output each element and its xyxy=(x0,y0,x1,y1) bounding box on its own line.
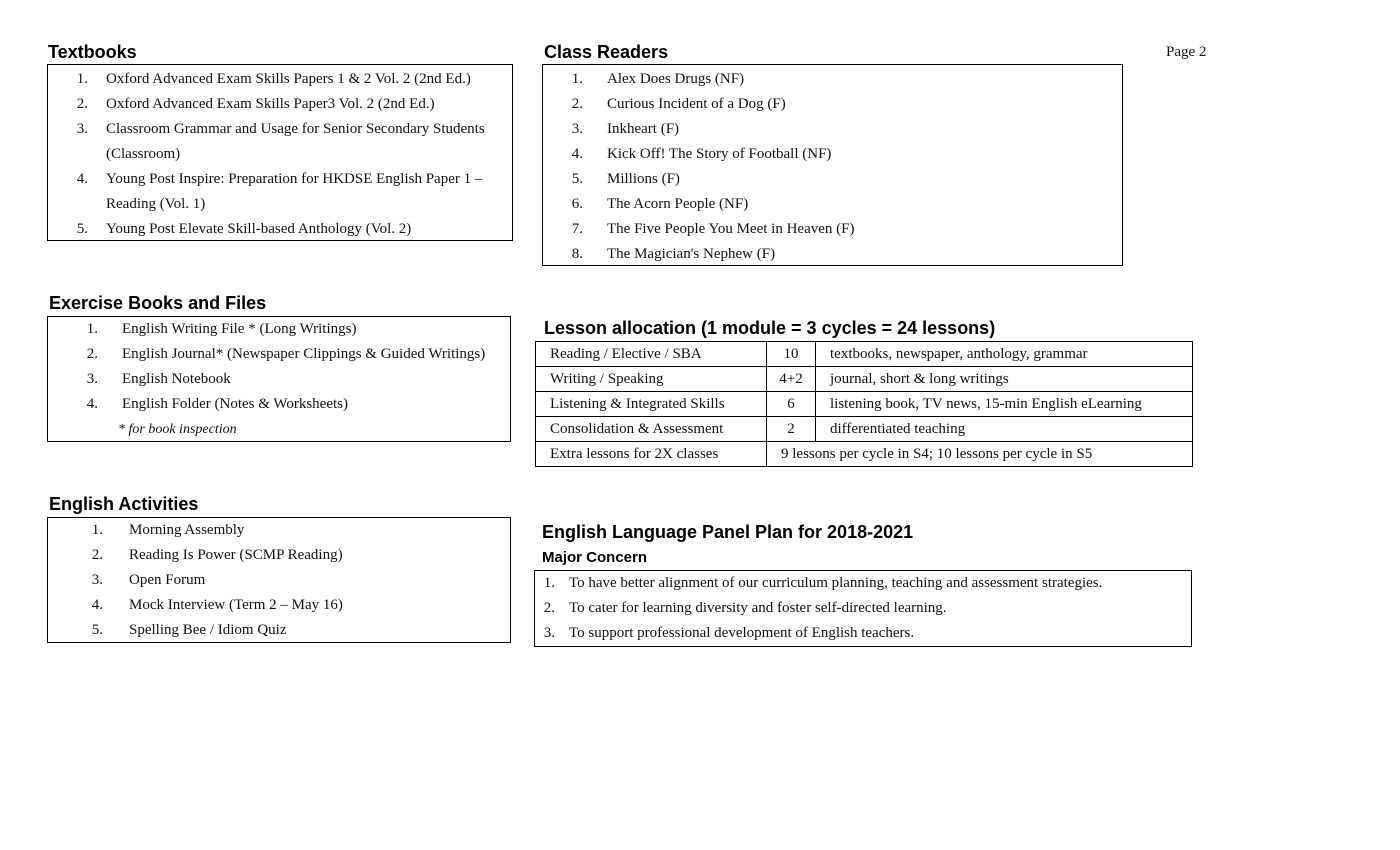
textbook-item xyxy=(68,67,502,92)
item-number: 6. xyxy=(571,196,583,212)
item-number: 3. xyxy=(571,121,583,137)
activity-item xyxy=(83,518,500,543)
textbooks-heading: Textbooks xyxy=(48,42,137,62)
item-number: 3. xyxy=(91,572,103,588)
item-number: 2. xyxy=(571,96,583,112)
item-text: Millions (F) xyxy=(607,171,680,187)
allocation-row xyxy=(536,417,1193,442)
major-concern-item xyxy=(541,596,1181,621)
exercise-book-item xyxy=(78,392,500,417)
activity-item xyxy=(83,568,500,593)
allocation-lessons: 2 xyxy=(767,417,816,442)
item-text: Curious Incident of a Dog (F) xyxy=(607,96,786,112)
item-text: Young Post Inspire: Preparation for HKDSE English Paper 1 – Reading (Vol. 1) xyxy=(106,171,483,212)
item-text: Classroom Grammar and Usage for Senior Secondary Students (Classroom) xyxy=(106,121,485,162)
allocation-row xyxy=(536,367,1193,392)
class-reader-item xyxy=(563,67,1112,92)
item-text: Kick Off! The Story of Football (NF) xyxy=(607,146,832,162)
item-text: English Writing File * (Long Writings) xyxy=(122,321,357,337)
class-reader-item xyxy=(563,92,1112,117)
item-text: Oxford Advanced Exam Skills Paper3 Vol. 2 (2nd Ed.) xyxy=(106,96,435,112)
item-number: 1. xyxy=(91,522,103,538)
page-number: Page 2 xyxy=(1166,44,1207,60)
major-concern-item xyxy=(541,621,1181,646)
item-number: 1. xyxy=(86,321,98,337)
english-activities-box xyxy=(47,517,511,643)
class-readers-box xyxy=(542,64,1123,266)
textbooks-list xyxy=(68,67,502,242)
allocation-lessons: 4+2 xyxy=(767,367,816,392)
lesson-allocation-heading: Lesson allocation (1 module = 3 cycles = 24 lessons) xyxy=(544,318,996,338)
class-readers-heading: Class Readers xyxy=(544,42,669,62)
item-text: English Folder (Notes & Worksheets) xyxy=(122,396,348,412)
item-number: 8. xyxy=(571,246,583,262)
item-number: 4. xyxy=(76,171,88,187)
item-text: Reading Is Power (SCMP Reading) xyxy=(129,547,343,563)
item-text: Inkheart (F) xyxy=(607,121,680,137)
exercise-book-item xyxy=(78,317,500,342)
allocation-content: journal, short & long writings xyxy=(816,367,1193,392)
item-text: Oxford Advanced Exam Skills Papers 1 & 2 Vol. 2 (2nd Ed.) xyxy=(106,71,471,87)
allocation-area: Reading / Elective / SBA xyxy=(536,342,767,367)
allocation-lessons: 6 xyxy=(767,392,816,417)
item-text: Young Post Elevate Skill-based Anthology (Vol. 2) xyxy=(106,221,412,237)
class-reader-item xyxy=(563,117,1112,142)
item-text: To cater for learning diversity and foster self-directed learning. xyxy=(569,600,947,616)
item-number: 5. xyxy=(76,221,88,237)
allocation-area: Extra lessons for 2X classes xyxy=(536,442,767,467)
item-number: 1. xyxy=(543,575,555,591)
item-text: Open Forum xyxy=(129,572,206,588)
item-number: 2. xyxy=(91,547,103,563)
textbook-item xyxy=(68,167,502,217)
item-number: 2. xyxy=(86,346,98,362)
exercise-book-item xyxy=(78,342,500,367)
item-text: Morning Assembly xyxy=(129,522,245,538)
textbook-item xyxy=(68,92,502,117)
activity-item xyxy=(83,593,500,618)
allocation-content: listening book, TV news, 15-min English eLearning xyxy=(816,392,1193,417)
item-text: To have better alignment of our curriculum planning, teaching and assessment strategies. xyxy=(569,575,1103,591)
allocation-row xyxy=(536,392,1193,417)
allocation-lessons: 10 xyxy=(767,342,816,367)
item-text: To support professional development of English teachers. xyxy=(569,625,915,641)
allocation-area: Writing / Speaking xyxy=(536,367,767,392)
item-number: 2. xyxy=(543,600,555,616)
lesson-allocation-table xyxy=(535,341,1193,467)
english-activities-list xyxy=(83,518,500,643)
exercise-books-box xyxy=(47,316,511,442)
english-activities-heading: English Activities xyxy=(49,494,199,514)
panel-plan-heading: English Language Panel Plan for 2018-2021 xyxy=(542,522,914,542)
exercise-books-heading: Exercise Books and Files xyxy=(49,293,267,313)
activity-item xyxy=(83,543,500,568)
item-text: Alex Does Drugs (NF) xyxy=(607,71,745,87)
textbook-item xyxy=(68,217,502,242)
item-number: 3. xyxy=(86,371,98,387)
item-text: The Magician's Nephew (F) xyxy=(607,246,776,262)
item-text: English Journal* (Newspaper Clippings & Guided Writings) xyxy=(122,346,486,362)
item-number: 1. xyxy=(76,71,88,87)
item-number: 5. xyxy=(571,171,583,187)
class-reader-item xyxy=(563,142,1112,167)
class-reader-item xyxy=(563,192,1112,217)
item-number: 4. xyxy=(571,146,583,162)
allocation-content: differentiated teaching xyxy=(816,417,1193,442)
major-concern-subheading: Major Concern xyxy=(542,549,648,566)
item-text: Mock Interview (Term 2 – May 16) xyxy=(129,597,343,613)
item-text: Spelling Bee / Idiom Quiz xyxy=(129,622,287,638)
textbook-item xyxy=(68,117,502,167)
item-number: 3. xyxy=(543,625,555,641)
major-concern-box xyxy=(534,570,1192,647)
item-text: The Five People You Meet in Heaven (F) xyxy=(607,221,855,237)
exercise-book-item xyxy=(78,367,500,392)
item-number: 4. xyxy=(91,597,103,613)
item-number: 4. xyxy=(86,396,98,412)
item-number: 5. xyxy=(91,622,103,638)
class-reader-item xyxy=(563,217,1112,242)
allocation-row xyxy=(536,342,1193,367)
major-concern-item xyxy=(541,571,1181,596)
item-number: 2. xyxy=(76,96,88,112)
item-text: English Notebook xyxy=(122,371,231,387)
item-number: 1. xyxy=(571,71,583,87)
item-number: 7. xyxy=(571,221,583,237)
activity-item xyxy=(83,618,500,643)
allocation-extra-row xyxy=(536,442,1193,467)
class-readers-list xyxy=(563,67,1112,267)
class-reader-item xyxy=(563,167,1112,192)
exercise-books-list xyxy=(78,317,500,417)
item-text: The Acorn People (NF) xyxy=(607,196,749,212)
allocation-content: 9 lessons per cycle in S4; 10 lessons per cycle in S5 xyxy=(767,442,1193,467)
major-concern-list xyxy=(541,571,1181,646)
item-number: 3. xyxy=(76,121,88,137)
textbooks-box xyxy=(47,64,513,241)
allocation-area: Consolidation & Assessment xyxy=(536,417,767,442)
class-reader-item xyxy=(563,242,1112,267)
allocation-content: textbooks, newspaper, anthology, grammar xyxy=(816,342,1193,367)
book-inspection-note: * for book inspection xyxy=(118,422,237,437)
allocation-area: Listening & Integrated Skills xyxy=(536,392,767,417)
